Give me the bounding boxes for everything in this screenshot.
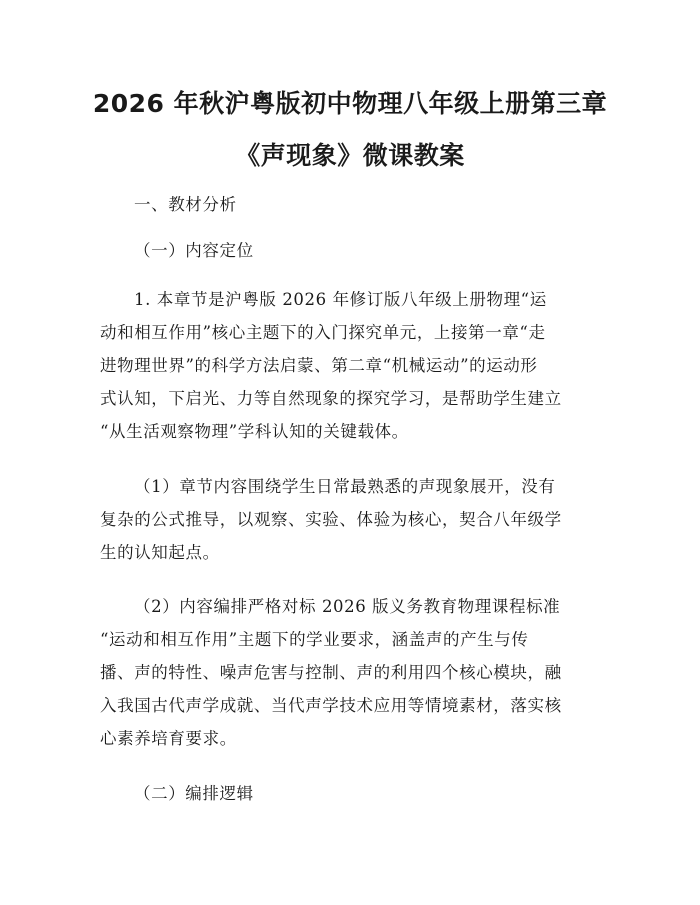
paragraph-line: 播、声的特性、噪声危害与控制、声的利用四个核心模块，融	[100, 663, 562, 682]
paragraph-line: 动和相互作用”核心主题下的入门探究单元，上接第一章“走	[100, 323, 546, 342]
paragraph-line: 心素养培育要求。	[100, 729, 237, 748]
paragraph-line: （2）内容编排严格对标 2026 版义务教育物理课程标准	[134, 597, 561, 616]
paragraph-line: 复杂的公式推导，以观察、实验、体验为核心，契合八年级学	[100, 510, 562, 529]
paragraph-line: （1）章节内容围绕学生日常最熟悉的声现象展开，没有	[134, 477, 556, 496]
paragraph-line: 式认知，下启光、力等自然现象的探究学习，是帮助学生建立	[100, 389, 562, 408]
section-heading: 一、教材分析	[134, 195, 237, 214]
document-title-line-2: 《声现象》微课教案	[235, 141, 465, 170]
paragraph-line: 进物理世界”的科学方法启蒙、第二章“机械运动”的运动形	[100, 356, 538, 375]
paragraph-line: 1. 本章节是沪粤版 2026 年修订版八年级上册物理“运	[134, 290, 547, 309]
paragraph-line: 生的认知起点。	[100, 543, 220, 562]
paragraph-line: “从生活观察物理”学科认知的关键载体。	[100, 422, 409, 441]
subsection-heading: （一）内容定位	[134, 241, 254, 260]
subsection-heading: （二）编排逻辑	[134, 784, 254, 803]
document-title-line-1: 2026 年秋沪粤版初中物理八年级上册第三章	[92, 89, 608, 118]
paragraph-line: “运动和相互作用”主题下的学业要求，涵盖声的产生与传	[100, 630, 529, 649]
paragraph-line: 入我国古代声学成就、当代声学技术应用等情境素材，落实核	[100, 696, 562, 715]
